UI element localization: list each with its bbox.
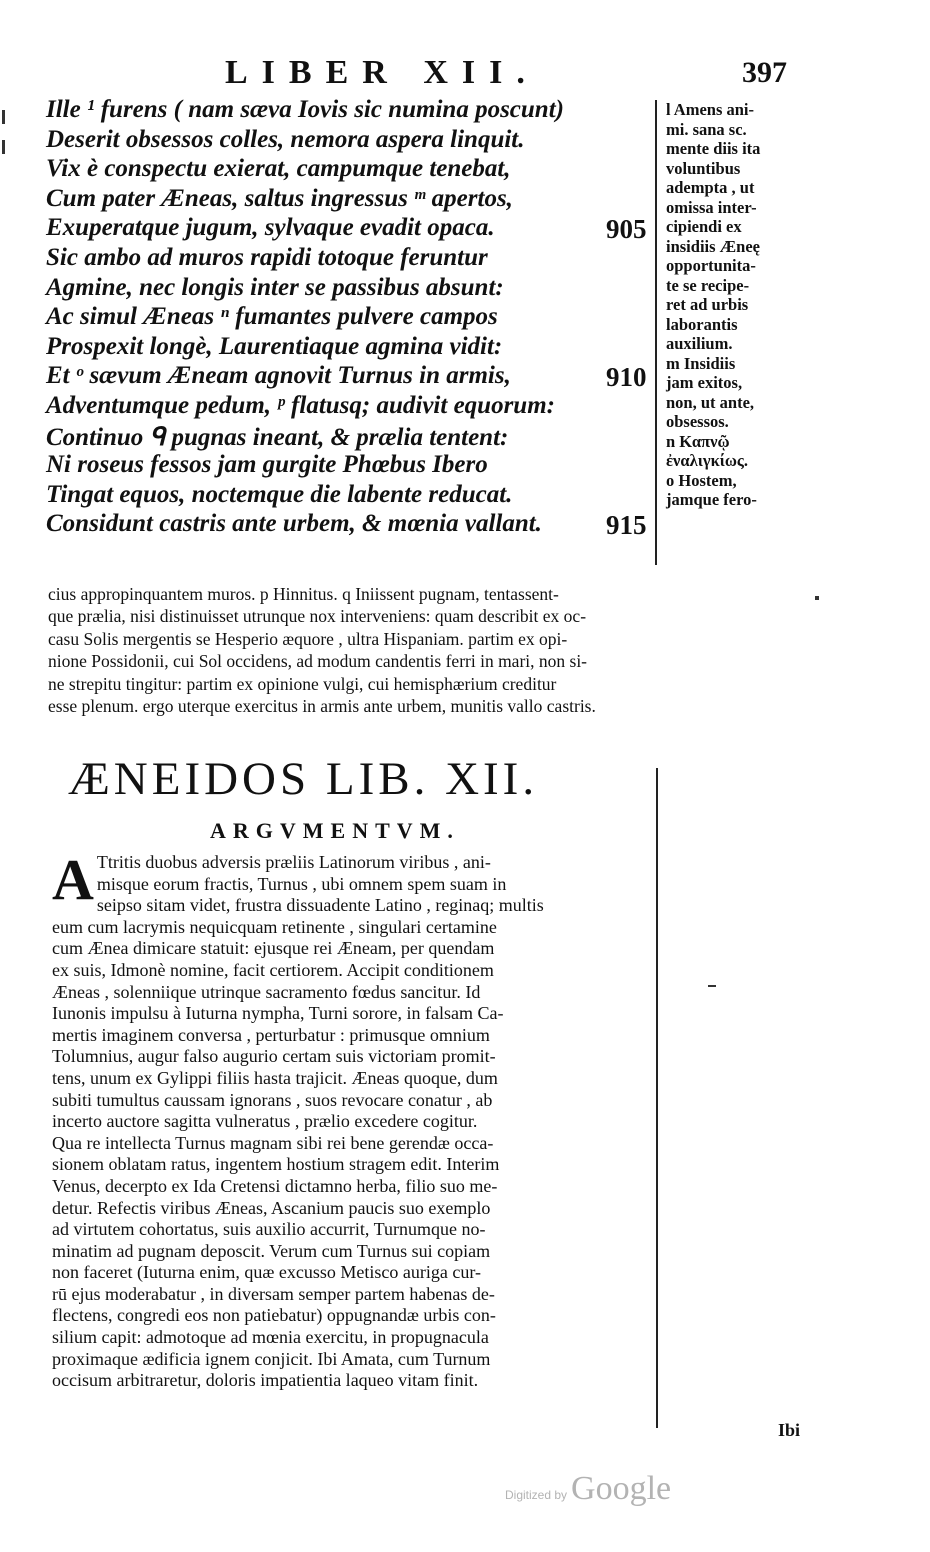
commentary-line: cius appropinquantem muros. p Hinnitus. q Iniissent pugnam, tentassent-	[48, 584, 559, 604]
commentary-line: esse plenum. ergo uterque exercitus in armis ante urbem, munitis vallo castris.	[48, 695, 596, 716]
gloss-line: opportunita-	[666, 256, 756, 275]
verse-text: Tingat equos, noctemque die labente reducat.	[46, 480, 513, 508]
verse-line	[46, 333, 656, 363]
verse-line	[46, 126, 656, 156]
line-number: 915	[606, 510, 647, 541]
marginal-gloss	[666, 100, 826, 510]
verse-line	[46, 362, 656, 392]
argument-line: Iunonis impulsu à Iuturna nympha, Turni sorore, in falsam Ca-	[52, 1003, 504, 1024]
verse-line	[46, 451, 656, 481]
drop-cap: A	[52, 847, 94, 912]
verse-text: Prospexit longè, Laurentiaque agmina vidit:	[46, 332, 503, 360]
gloss-line: o Hostem,	[666, 470, 737, 490]
argument-line: rū ejus moderabatur , in diversam semper partem habenas de-	[52, 1283, 495, 1304]
gloss-line: ret ad urbis	[666, 295, 749, 314]
argument-lines	[52, 847, 662, 1392]
argument-line: silium capit: admotoque ad mœnia exercitu, in propugnacula	[52, 1327, 489, 1348]
margin-mark	[815, 596, 819, 600]
argument-line: minatim ad pugnam deposcit. Verum cum Turnus sui copiam	[52, 1240, 491, 1261]
margin-mark	[2, 110, 5, 124]
verse-text: Ni roseus fessos jam gurgite Phœbus Ibero	[46, 451, 488, 479]
verse-text: Considunt castris ante urbem, & mœnia vallant.	[46, 510, 542, 538]
verse-line	[46, 155, 656, 185]
verse-line	[46, 422, 656, 452]
argument-line: Venus, decerpto ex Ida Cretensi dictamno herba, filio suo me-	[52, 1175, 498, 1196]
verse-text: Agmine, nec longis inter se passibus absunt:	[46, 273, 504, 301]
commentary-line: casu Solis mergentis se Hesperio æquore , ultra Hispaniam. partim ex opi-	[48, 628, 568, 649]
verse-text: Ille ¹ furens ( nam sæva Iovis sic numina poscunt)	[46, 96, 564, 123]
argument-line: sionem oblatam ratus, ingentem hostium stragem edit. Interim	[52, 1154, 500, 1175]
stamp-prefix: Digitized by	[505, 1488, 568, 1502]
argument-line: proximaque ædificia ignem conjicit. Ibi Amata, cum Turnum	[52, 1348, 491, 1369]
google-logo: Google	[571, 1470, 672, 1507]
gloss-line: mi. sana sc.	[666, 119, 747, 139]
gloss-line: laborantis	[666, 314, 738, 334]
gloss-line: insidiis Æneę	[666, 236, 760, 256]
argument-heading: ARGVMENTVM.	[210, 818, 460, 843]
argument-line: Æneas , solenniique utrinque sacramento fœdus sancitur. Id	[52, 981, 481, 1002]
gloss-line: n Καπνῷ	[666, 431, 730, 451]
book-title: ÆNEIDOS LIB. XII.	[68, 753, 539, 805]
gloss-line: l Amens ani-	[666, 100, 755, 119]
argument-block	[52, 847, 662, 1392]
argument-line: non faceret (Iuturna enim, quæ excusso Metisco auriga cur-	[52, 1262, 481, 1283]
digitized-stamp	[505, 1470, 671, 1508]
verse-text: Ac simul Æneas ⁿ fumantes pulvere campos	[46, 303, 498, 331]
argument-line: misque eorum fractis, Turnus , ubi omnem spem suam in	[96, 873, 507, 894]
argument-line: Qua re intellecta Turnus magnam sibi rei bene gerendæ occa-	[52, 1132, 494, 1153]
verse-text: Continuo ᑫ pugnas ineant, & prælia tentent:	[46, 423, 509, 451]
gloss-line: mente diis ita	[666, 139, 761, 158]
argument-line: subiti tumultus caussam ignorans , suos revocare conatur , ab	[52, 1089, 493, 1110]
verse-line	[46, 510, 656, 540]
verse-line	[46, 274, 656, 304]
gloss-line: jamque fero-	[666, 490, 757, 509]
gloss-line: ἐναλιγκίως.	[666, 451, 748, 470]
page-number: 397	[742, 56, 787, 89]
argument-line: Tolumnius, augur falso augurio certam suis victoriam promit-	[52, 1046, 496, 1067]
verse-text: Sic ambo ad muros rapidi totoque feruntur	[46, 243, 488, 271]
commentary-line: nione Possidonii, cui Sol occidens, ad modum candentis ferri in mari, non si-	[48, 651, 588, 672]
verse-text: Vix è conspectu exierat, campumque tenebat,	[46, 155, 511, 183]
commentary-line: que prælia, nisi distinuisset utrunque nox interveniens: quam describit ex oc-	[48, 606, 587, 627]
line-number: 905	[606, 214, 647, 245]
argument-line: ad virtutem cohortatus, suis auxilio accurrit, Turnumque no-	[52, 1219, 486, 1240]
gloss-line: obsessos.	[666, 412, 729, 431]
gloss-line: cipiendi ex	[666, 217, 742, 236]
running-head: LIBER XII.	[225, 54, 539, 91]
verse-line	[46, 481, 656, 511]
margin-mark	[708, 985, 716, 987]
verse-line	[46, 185, 656, 215]
argument-line: tens, unum ex Gylippi filiis hasta trajicit. Æneas quoque, dum	[52, 1067, 498, 1088]
argument-line: Ttritis duobus adversis præliis Latinorum viribus , ani-	[96, 852, 491, 872]
gloss-line: non, ut ante,	[666, 392, 755, 412]
gloss-line: auxilium.	[666, 334, 733, 353]
gloss-line: te se recipe-	[666, 275, 750, 295]
argument-line: flectens, congredi eos non patiebatur) oppugnandæ urbis con-	[52, 1305, 496, 1326]
verse-text: Exuperatque jugum, sylvaque evadit opaca.	[46, 214, 495, 242]
verse-text: Adventumque pedum, ᵖ flatusq; audivit equorum:	[46, 391, 555, 419]
argument-line: detur. Refectis viribus Æneas, Ascanium paucis suo exemplo	[52, 1197, 491, 1218]
verse-line	[46, 303, 656, 333]
gloss-line: jam exitos,	[666, 373, 743, 392]
verse-line	[46, 392, 656, 422]
verse-text: Cum pater Æneas, saltus ingressus ᵐ apertos,	[46, 184, 513, 212]
verse-text: Et ᵒ sævum Æneam agnovit Turnus in armis,	[46, 362, 511, 390]
argument-line: mertis imaginem conversa , perturbatur : primusque omnium	[52, 1024, 490, 1045]
catchword: Ibi	[778, 1420, 801, 1440]
argument-line: eum cum lacrymis nequicquam retinente , singulari certamine	[52, 916, 497, 937]
commentary-block	[48, 584, 828, 718]
verse-line	[46, 96, 656, 126]
argument-line: incerto auctore sagitta vulneratus , prælio excedere cogitur.	[52, 1111, 478, 1132]
verse-text: Deserit obsessos colles, nemora aspera linquit.	[46, 125, 525, 153]
line-number: 910	[606, 362, 647, 393]
gloss-line: omissa inter-	[666, 197, 757, 217]
argument-line: ex suis, Idmonè nomine, facit certiorem. Accipit conditionem	[52, 959, 494, 980]
commentary-line: ne strepitu tingitur: partim ex opinione vulgi, cui hemisphærium creditur	[48, 673, 557, 694]
argument-line: cum Ænea dimicare statuit: ejusque rei Æneam, per quendam	[52, 938, 495, 959]
margin-rule	[655, 100, 657, 565]
gloss-line: voluntibus	[666, 158, 741, 178]
verse-line	[46, 244, 656, 274]
gloss-line: adempta , ut	[666, 178, 755, 197]
gloss-line: m Insidiis	[666, 353, 736, 373]
argument-line: seipso sitam videt, frustra dissuadente Latino , reginaq; multis	[96, 895, 544, 916]
verse-line	[46, 214, 656, 244]
verse-block	[46, 96, 656, 540]
margin-mark	[2, 140, 5, 154]
argument-line: occisum arbitraretur, doloris impatientia laqueo vitam finit.	[52, 1370, 479, 1391]
